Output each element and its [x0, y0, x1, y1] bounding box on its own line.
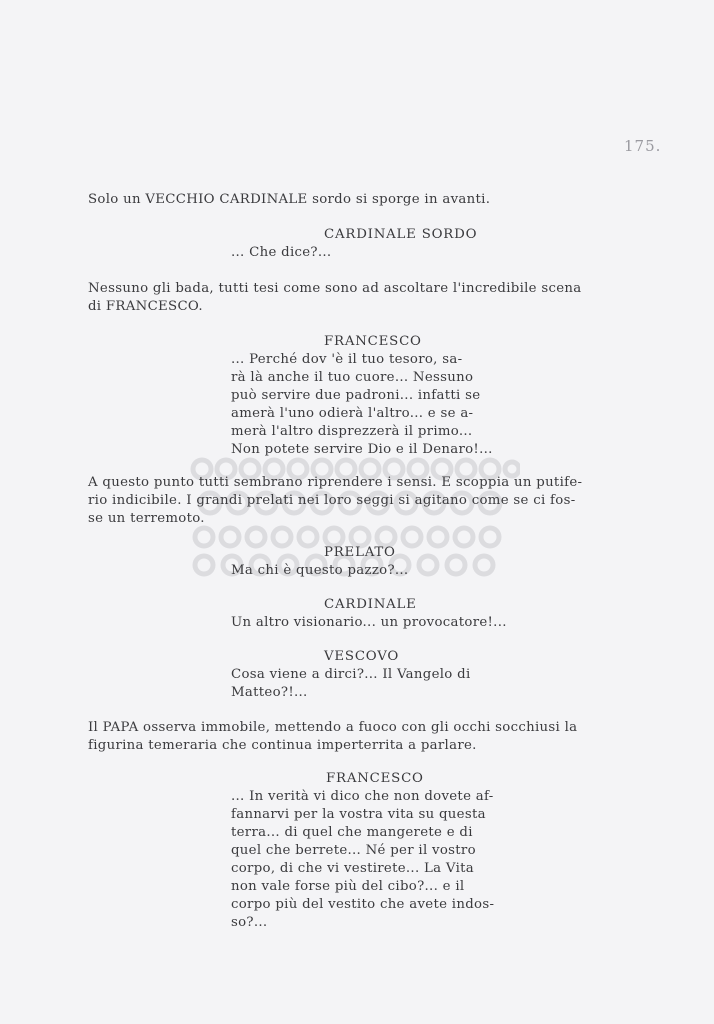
- dialogue-line: fannarvi per la vostra vita su questa: [231, 807, 486, 822]
- narration-line: A questo punto tutti sembrano riprendere i sensi. E scoppia un putife-: [88, 475, 583, 490]
- speaker-name: CARDINALE SORDO: [324, 227, 478, 242]
- dialogue-line: Un altro visionario... un provocatore!...: [231, 615, 507, 630]
- narration-line: Il PAPA osserva immobile, mettendo a fuoco con gli occhi socchiusi la: [88, 720, 578, 735]
- speaker-name: FRANCESCO: [326, 771, 424, 786]
- dialogue-line: Ma chi è questo pazzo?...: [231, 563, 409, 578]
- dialogue-line: corpo più del vestito che avete indos-: [231, 897, 495, 912]
- dialogue-line: ... In verità vi dico che non dovete af-: [231, 789, 494, 804]
- narration-line: di FRANCESCO.: [88, 299, 203, 314]
- narration-line: Nessuno gli bada, tutti tesi come sono ad ascoltare l'incredibile scena: [88, 281, 582, 296]
- dialogue-line: non vale forse più del cibo?... e il: [231, 879, 465, 894]
- speaker-name: VESCOVO: [324, 649, 400, 664]
- dialogue-line: Matteo?!...: [231, 685, 308, 700]
- dialogue-line: corpo, di che vi vestirete... La Vita: [231, 861, 474, 876]
- narration-line: se un terremoto.: [88, 511, 205, 526]
- narration-line: Solo un VECCHIO CARDINALE sordo si sporge in avanti.: [88, 192, 491, 207]
- dialogue-line: Cosa viene a dirci?... Il Vangelo di: [231, 667, 471, 682]
- dialogue-line: so?...: [231, 915, 268, 930]
- dialogue-line: ... Che dice?...: [231, 245, 332, 260]
- page-number: 175.: [624, 137, 662, 155]
- dialogue-line: amerà l'uno odierà l'altro... e se a-: [231, 406, 474, 421]
- speaker-name: CARDINALE: [324, 597, 417, 612]
- speaker-name: FRANCESCO: [324, 334, 422, 349]
- dialogue-line: ... Perché dov 'è il tuo tesoro, sa-: [231, 352, 463, 367]
- speaker-name: PRELATO: [324, 545, 396, 560]
- narration-line: rio indicibile. I grandi prelati nei loro seggi si agitano come se ci fos-: [88, 493, 576, 508]
- dialogue-line: Non potete servire Dio e il Denaro!...: [231, 442, 493, 457]
- dialogue-line: può servire due padroni... infatti se: [231, 388, 481, 403]
- narration-line: figurina temeraria che continua imperterrita a parlare.: [88, 738, 477, 753]
- dialogue-line: terra... di quel che mangerete e di: [231, 825, 473, 840]
- dialogue-line: quel che berrete... Né per il vostro: [231, 843, 476, 858]
- dialogue-line: merà l'altro disprezzerà il primo...: [231, 424, 473, 439]
- dialogue-line: rà là anche il tuo cuore... Nessuno: [231, 370, 474, 385]
